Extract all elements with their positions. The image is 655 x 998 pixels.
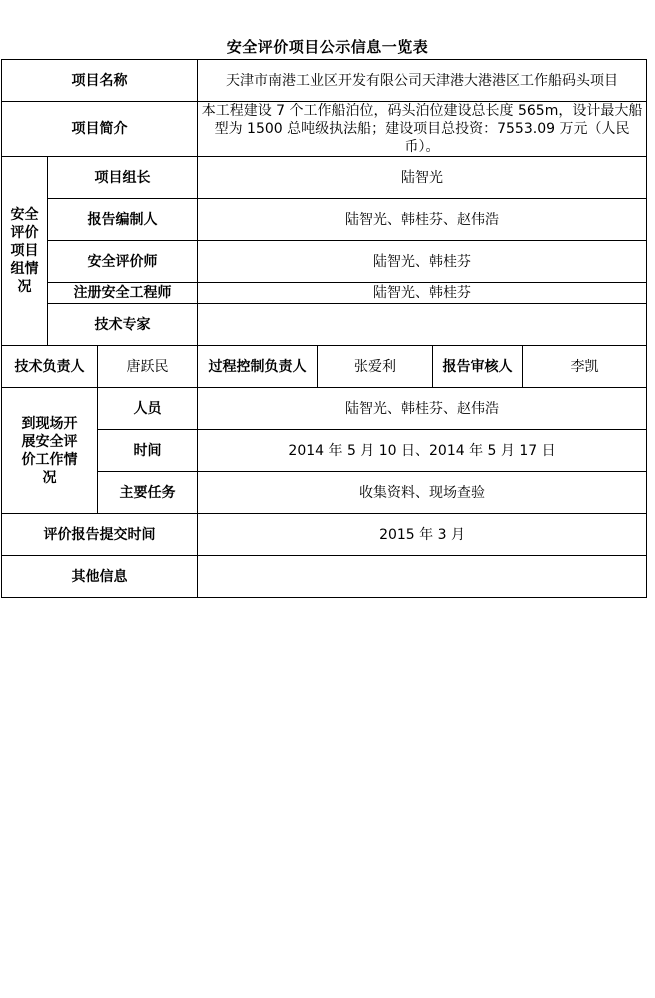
page-title: 安全评价项目公示信息一览表: [226, 38, 429, 56]
safety-evaluators-value: 陆智光、韩桂芬: [198, 241, 647, 283]
row-site-tasks: [2, 472, 647, 514]
registered-engineers-label: 注册安全工程师: [48, 283, 198, 304]
tech-lead-value: 唐跃民: [98, 346, 198, 388]
tech-experts-value: [198, 304, 647, 346]
row-site-time: [2, 430, 647, 472]
project-intro-label: 项目简介: [2, 102, 198, 157]
process-control-value: 张爱利: [318, 346, 433, 388]
project-name-label: 项目名称: [2, 60, 198, 102]
row-team-leader: [2, 157, 647, 199]
report-writers-value: 陆智光、韩桂芬、赵伟浩: [198, 199, 647, 241]
site-group-label: [2, 388, 98, 514]
row-other-info: [2, 556, 647, 598]
row-report-writers: [2, 199, 647, 241]
report-reviewer-label: 报告审核人: [433, 346, 523, 388]
row-registered-engineers: [2, 283, 647, 304]
site-time-value: 2014 年 5 月 10 日、2014 年 5 月 17 日: [198, 430, 647, 472]
site-personnel-value: 陆智光、韩桂芬、赵伟浩: [198, 388, 647, 430]
row-responsible-persons: [2, 346, 647, 388]
row-site-personnel: [2, 388, 647, 430]
site-time-label: 时间: [98, 430, 198, 472]
safety-evaluators-label: 安全评价师: [48, 241, 198, 283]
site-personnel-label: 人员: [98, 388, 198, 430]
row-report-submit: [2, 514, 647, 556]
row-safety-evaluators: [2, 241, 647, 283]
tech-experts-label: 技术专家: [48, 304, 198, 346]
report-submit-value: 2015 年 3 月: [198, 514, 647, 556]
team-leader-value: 陆智光: [198, 157, 647, 199]
site-tasks-value: 收集资料、现场查验: [198, 472, 647, 514]
other-info-label: 其他信息: [2, 556, 198, 598]
project-intro-value: 本工程建设 7 个工作船泊位，码头泊位建设总长度 565m，设计最大船型为 1500 总吨级执法船；建设项目总投资：7553.09 万元（人民币）。: [198, 102, 647, 157]
tech-lead-label: 技术负责人: [2, 346, 98, 388]
report-submit-label: 评价报告提交时间: [2, 514, 198, 556]
process-control-label: 过程控制负责人: [198, 346, 318, 388]
site-tasks-label: 主要任务: [98, 472, 198, 514]
project-name-value: 天津市南港工业区开发有限公司天津港大港港区工作船码头项目: [198, 60, 647, 102]
team-leader-label: 项目组长: [48, 157, 198, 199]
row-project-intro: [2, 102, 647, 157]
report-writers-label: 报告编制人: [48, 199, 198, 241]
row-tech-experts: [2, 304, 647, 346]
team-group-label: 安全评价项目组情况: [2, 157, 48, 346]
row-project-name: [2, 60, 647, 102]
registered-engineers-value: 陆智光、韩桂芬: [198, 283, 647, 304]
site-group-label-text: 到现场开展安全评价工作情况: [21, 415, 78, 486]
info-table: [1, 59, 647, 598]
other-info-value: [198, 556, 647, 598]
report-reviewer-value: 李凯: [523, 346, 647, 388]
